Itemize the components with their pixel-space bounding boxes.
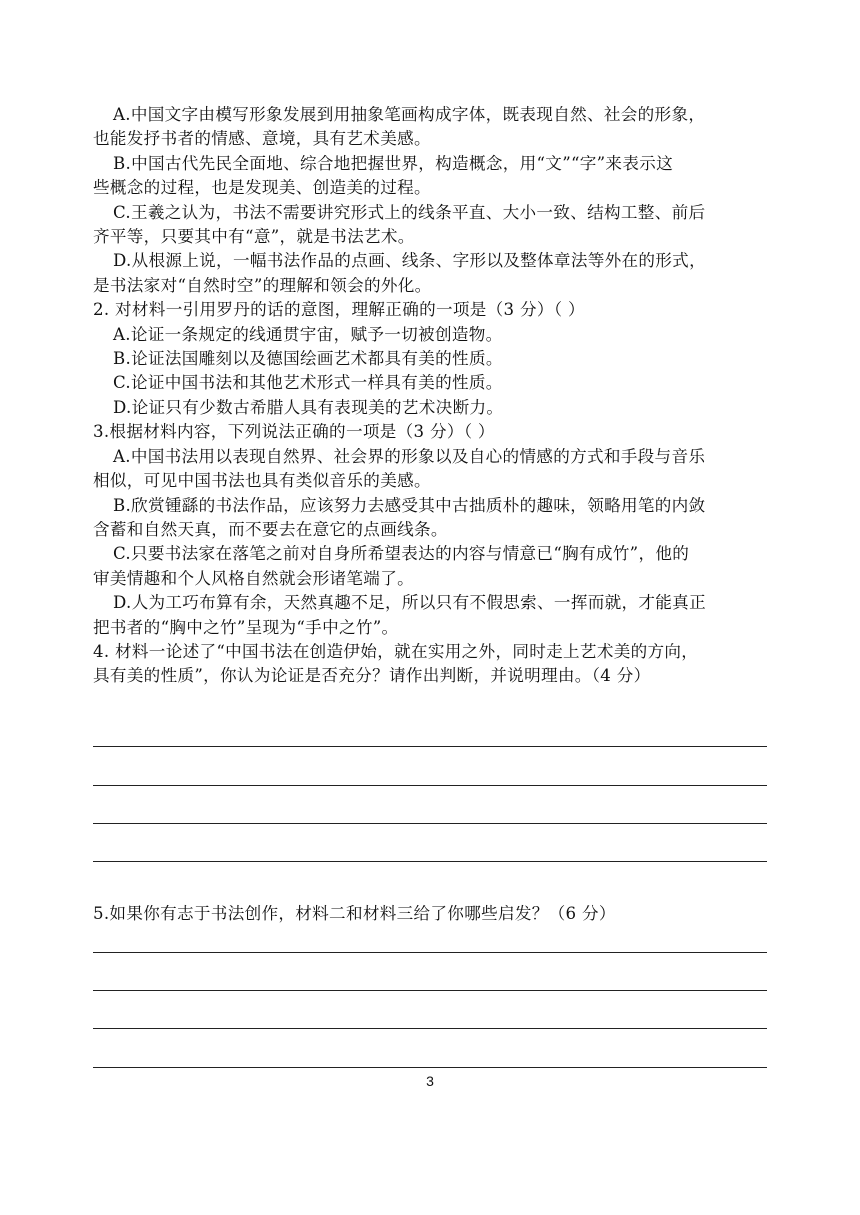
option-line: B.欣赏锺繇的书法作品，应该努力去感受其中古拙质朴的趣味，领略用笔的内敛 <box>113 495 706 515</box>
option-line: C.只要书法家在落笔之前对自身所希望表达的内容与情意已“胸有成竹”，他的 <box>113 544 690 564</box>
option-line: C.王羲之认为，书法不需要讲究形式上的线条平直、大小一致、结构工整、前后 <box>113 202 706 222</box>
option-line: A.中国书法用以表现自然界、社会界的形象以及自心的情感的方式和手段与音乐 <box>113 446 706 466</box>
question-2-stem: 2. 对材料一引用罗丹的话的意图，理解正确的一项是（3 分）（ ） <box>93 300 585 320</box>
q1-option-b <box>93 152 773 201</box>
answer-line <box>93 823 767 824</box>
q2-option-d: D.论证只有少数古希腊人具有表现美的艺术决断力。 <box>113 397 504 417</box>
answer-line <box>93 1028 767 1029</box>
answer-line <box>93 1067 767 1068</box>
option-line: 也能发抒书者的情感、意境，具有艺术美感。 <box>93 129 431 149</box>
q1-option-d <box>93 249 773 298</box>
option-line: 把书者的“胸中之竹”呈现为“手中之竹”。 <box>93 617 399 637</box>
question-content <box>93 103 773 689</box>
option-line: 是书法家对“自然时空”的理解和领会的外化。 <box>93 275 432 295</box>
q2-option-c: C.论证中国书法和其他艺术形式一样具有美的性质。 <box>113 373 503 393</box>
answer-line <box>93 861 767 862</box>
answer-line <box>93 990 767 991</box>
q2-option-b: B.论证法国雕刻以及德国绘画艺术都具有美的性质。 <box>113 349 503 369</box>
option-line: B.中国古代先民全面地、综合地把握世界，构造概念，用“文”“字”来表示这 <box>113 153 674 173</box>
stem-line: 4. 材料一论述了“中国书法在创造伊始，就在实用之外，同时走上艺术美的方向， <box>93 641 699 661</box>
option-line: 含蓄和自然天真，而不要去在意它的点画线条。 <box>93 519 448 539</box>
option-line: D.从根源上说，一幅书法作品的点画、线条、字形以及整体章法等外在的形式， <box>113 251 706 271</box>
question-3-stem: 3.根据材料内容，下列说法正确的一项是（3 分）（ ） <box>93 422 495 442</box>
option-line: 齐平等，只要其中有“意”，就是书法艺术。 <box>93 227 415 247</box>
stem-line: 具有美的性质”，你认为论证是否充分？请作出判断，并说明理由。（4 分） <box>93 666 651 686</box>
page-number: 3 <box>426 1073 434 1089</box>
option-line: 些概念的过程，也是发现美、创造美的过程。 <box>93 178 431 198</box>
q3-option-c <box>93 542 773 591</box>
q1-option-a <box>93 103 773 152</box>
answer-line <box>93 746 767 747</box>
option-line: 相似，可见中国书法也具有类似音乐的美感。 <box>93 471 431 491</box>
option-line: A.中国文字由模写形象发展到用抽象笔画构成字体，既表现自然、社会的形象， <box>113 105 706 124</box>
q3-option-a <box>93 445 773 494</box>
answer-line <box>93 952 767 953</box>
q1-option-c <box>93 201 773 250</box>
question-4-stem <box>93 640 773 689</box>
question-5-stem: 5.如果你有志于书法创作，材料二和材料三给了你哪些启发？（6 分） <box>93 904 616 923</box>
answer-line <box>93 785 767 786</box>
q2-option-a: A.论证一条规定的线通贯宇宙，赋予一切被创造物。 <box>113 324 503 344</box>
q3-option-b <box>93 494 773 543</box>
q3-option-d <box>93 591 773 640</box>
option-line: D.人为工巧布算有余，天然真趣不足，所以只有不假思索、一挥而就，才能真正 <box>113 593 706 613</box>
option-line: 审美情趣和个人风格自然就会形诸笔端了。 <box>93 568 414 588</box>
